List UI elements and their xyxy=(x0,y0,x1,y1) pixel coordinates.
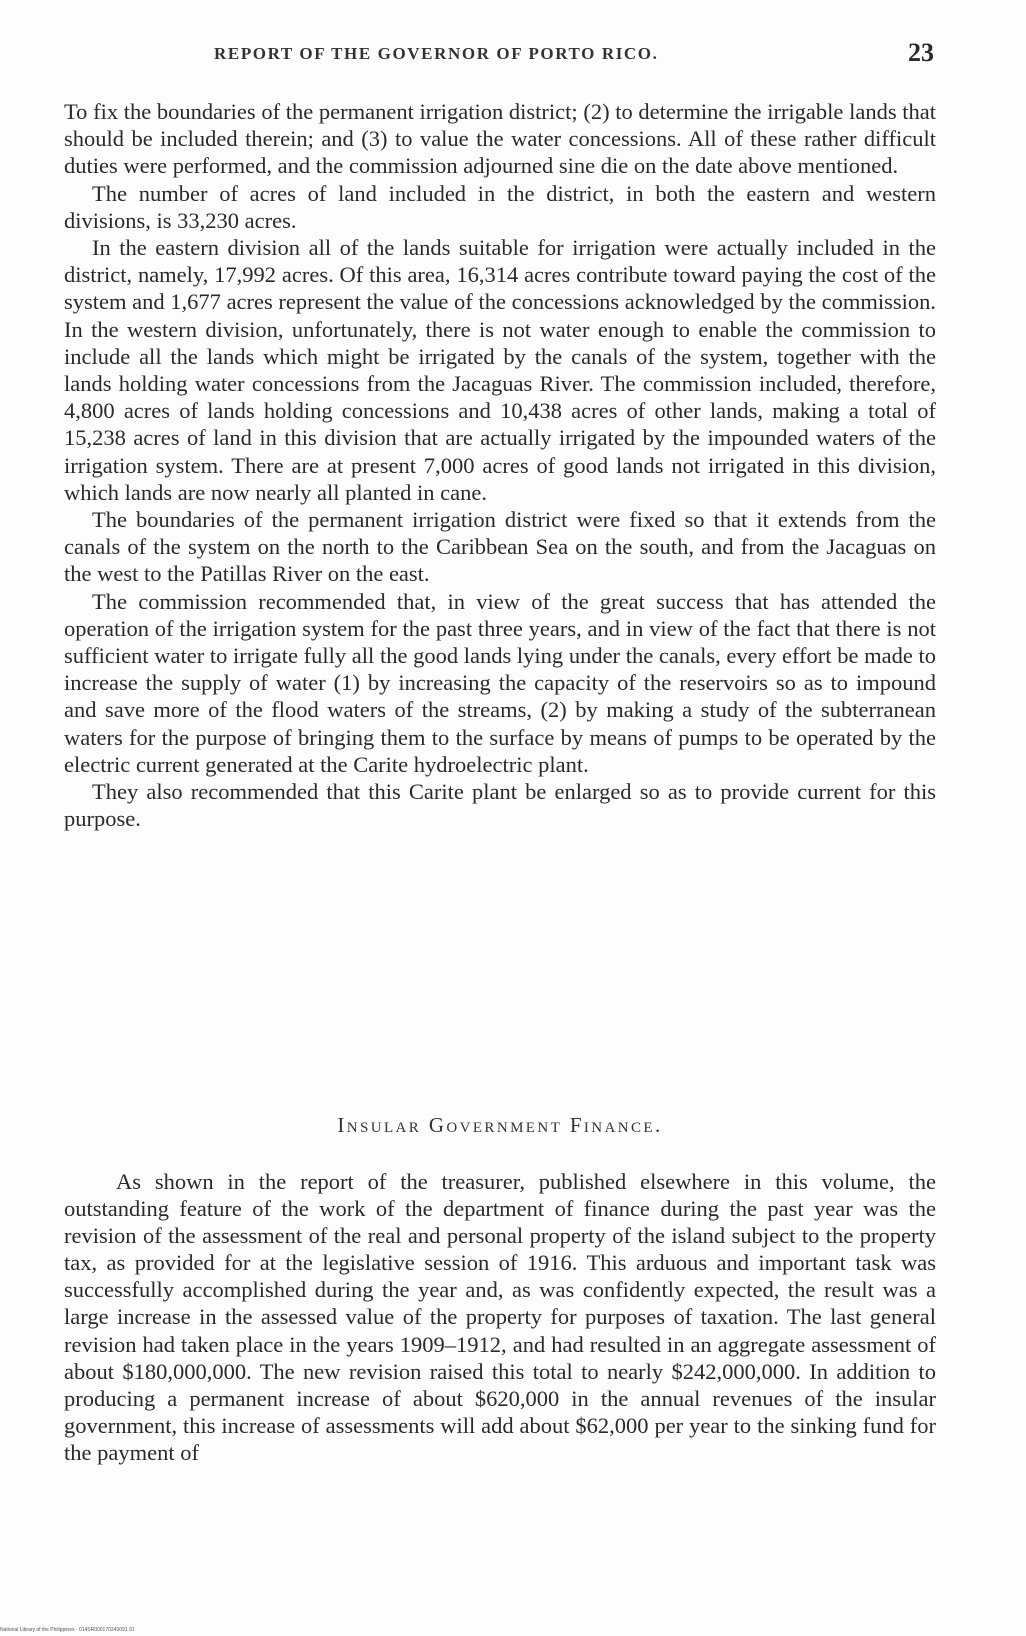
section-heading: Insular Government Finance. xyxy=(337,1113,663,1137)
paragraph-6: They also recommended that this Carite plant be enlarged so as to provide current for this purpose. xyxy=(64,779,936,832)
paragraph-5: The commission recommended that, in view of the great success that has attended the operation of the irrigation system for the past three years, and in view of the fact that there is not sufficient water to irrigate fully all the good lands lying under the canals, every effort be made to increase the supply of water (1) by increasing the capacity of the reservoirs so as to impound and save more of the flood waters of the streams, (2) by making a study of the subterranean waters for the purpose of bringing them to the surface by means of pumps to be operated by the electric current generated at the Carite hydroelectric plant. xyxy=(64,588,936,777)
paragraph-1: To fix the boundaries of the permanent irrigation district; (2) to determine the irrigable lands that should be included therein; and (3) to value the water concessions. All of these rather difficult duties were performed, and the commission adjourned sine die on the date above mentioned. xyxy=(64,99,936,179)
paragraph-4: The boundaries of the permanent irrigation district were fixed so that it extends from the canals of the system on the north to the Caribbean Sea on the south, and from the Jacaguas on the west to the Patillas River on the east. xyxy=(64,507,936,587)
paragraph-3: In the eastern division all of the lands suitable for irrigation were actually included in the district, namely, 17,992 acres. Of this area, 16,314 acres contribute toward paying the cost of the system and 1,677 acres represent the value of the concessions acknowledged by the commission. In the western division, unfortunately, there is not water enough to enable the commission to include all the lands which might be irrigated by the canals of the system, together with the lands holding water concessions from the Jacaguas River. The commission included, therefore, 4,800 acres of lands holding concessions and 10,438 acres of other lands, making a total of 15,238 acres of land in this division that are actually irrigated by the impounded waters of the irrigation system. There are at present 7,000 acres of good lands not irrigated in this division, which lands are now nearly all planted in cane. xyxy=(64,235,936,505)
paragraph-2: The number of acres of land included in the district, in both the eastern and western divisions, is 33,230 acres. xyxy=(64,180,936,233)
finance-text-block xyxy=(64,1168,936,1466)
running-title: REPORT OF THE GOVERNOR OF PORTO RICO. xyxy=(214,44,659,63)
irrigation-text-block xyxy=(64,98,936,832)
finance-paragraph: As shown in the report of the treasurer, published elsewhere in this volume, the outstanding feature of the work of the department of finance during the past year was the revision of the assessment of the real and personal property of the island subject to the property tax, as provided for at the legislative session of 1916. This arduous and important task was successfully accomplished during the year and, as was confidently expected, the result was a large increase in the assessed value of the property for purposes of taxation. The last general revision had taken place in the years 1909–1912, and had resulted in an aggregate assessment of about $180,000,000. The new revision raised this total to nearly $242,000,000. In addition to producing a permanent increase of about $620,000 in the annual revenues of the insular government, this increase of assessments will add about $62,000 per year to the sinking fund for the payment of xyxy=(64,1169,936,1465)
scan-credit-footer: National Library of the Philippines · 014SR000170240091 91 xyxy=(0,1627,135,1633)
running-head xyxy=(64,38,934,74)
page-number: 23 xyxy=(908,38,934,67)
